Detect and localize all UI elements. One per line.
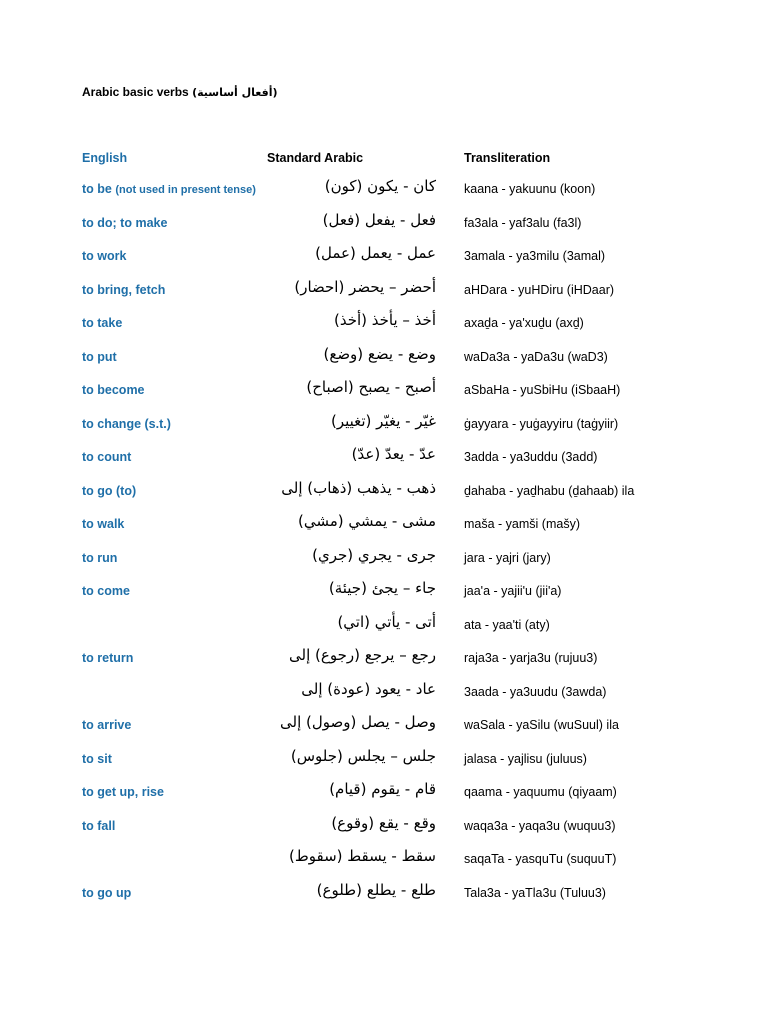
table-row [0,440,768,474]
table-row [0,206,768,240]
table-row [0,407,768,441]
table-row [0,574,768,608]
english-verb: to bring, fetch [82,282,166,297]
english-cell [82,785,164,799]
table-row [0,507,768,541]
verb-table [0,172,768,909]
transliteration-cell: jara - yajri (jary) [464,550,551,565]
title-english: Arabic basic verbs [82,85,189,99]
transliteration-cell: jaa'a - yajii'u (jii'a) [464,584,562,598]
arabic-cell: مشى - يمشي (مشي) [298,512,436,530]
english-verb: to walk [82,517,125,531]
table-row [0,172,768,206]
english-note: (not used in present tense) [115,184,256,196]
table-row [0,742,768,776]
english-verb: to go up [82,885,132,900]
english-cell [82,752,112,766]
arabic-cell: وقع - يقع (وقوع) [331,813,436,832]
arabic-cell: أحضر – يحضر (احضار) [294,277,436,296]
arabic-cell: وصل - يصل (وصول) إلى [280,713,436,731]
table-row [0,675,768,709]
table-row [0,373,768,407]
arabic-cell: قام - يقوم (قيام) [329,780,436,798]
table-row [0,708,768,742]
transliteration-cell: axaḏa - ya'xuḏu (axḏ) [464,316,584,330]
arabic-cell: وضع - يضع (وضع) [323,344,436,363]
title-arabic: (أفعال أساسية) [192,86,278,99]
english-cell [82,517,124,531]
english-verb: to fall [82,818,116,833]
arabic-cell: أصبح - يصبح (اصباح) [306,378,436,396]
english-cell [82,283,165,297]
transliteration-cell: jalasa - yajlisu (juluus) [464,751,587,766]
arabic-cell: سقط - يسقط (سقوط) [289,847,436,865]
transliteration-cell: waqa3a - yaqa3u (wuquu3) [464,818,616,833]
transliteration-cell: raja3a - yarja3u (rujuu3) [464,651,598,665]
transliteration-cell: ata - yaa'ti (aty) [464,617,550,632]
english-cell [82,718,131,732]
transliteration-cell: aHDara - yuHDiru (iHDaar) [464,282,615,297]
arabic-cell: جرى - يجري (جري) [312,545,436,564]
column-header-arabic: Standard Arabic [267,151,364,165]
table-row [0,775,768,809]
english-cell [82,350,117,364]
arabic-cell: رجع – يرجع (رجوع) إلى [289,646,436,664]
table-row [0,474,768,508]
arabic-cell: جاء – يجئ (جيئة) [328,579,436,597]
english-verb: to become [82,383,145,397]
english-cell [82,819,115,833]
english-verb: to come [82,584,130,598]
transliteration-cell: maša - yamši (mašy) [464,517,580,531]
english-verb: to sit [82,751,112,766]
english-verb: to do; to make [82,215,168,230]
english-verb: to count [82,450,132,464]
english-verb: to put [82,349,117,364]
english-cell [82,484,136,498]
transliteration-cell: saqaTa - yasquTu (suquuT) [464,852,617,866]
table-row [0,239,768,273]
table-row [0,842,768,876]
column-header-transliteration: Transliteration [464,151,551,165]
arabic-cell: ذهب - يذهب (ذهاب) إلى [281,478,436,497]
table-row [0,641,768,675]
table-row [0,541,768,575]
transliteration-cell: aSbaHa - yuSbiHu (iSbaaH) [464,383,621,397]
english-verb: to take [82,316,123,330]
english-cell [82,584,130,598]
arabic-cell: عدّ - يعدّ (عدّ) [351,445,436,463]
arabic-cell: فعل - يفعل (فعل) [322,210,436,229]
arabic-cell: طلع - يطلع (طلوع) [316,880,436,899]
english-cell [82,551,117,565]
english-cell [82,182,256,196]
arabic-cell: كان - يكون (كون) [324,177,436,195]
arabic-cell: غيّر - يغيّر (تغيير) [330,411,436,430]
transliteration-cell: ḏahaba - yaḏhabu (ḏahaab) ila [464,483,635,498]
arabic-cell: عمل - يعمل (عمل) [315,244,436,262]
arabic-cell: عاد - يعود (عودة) إلى [301,679,436,698]
english-verb: to arrive [82,718,132,732]
transliteration-cell: Tala3a - yaTla3u (Tuluu3) [464,885,606,900]
english-cell [82,216,167,230]
english-verb: to return [82,651,134,665]
english-cell [82,249,126,263]
table-row [0,273,768,307]
arabic-cell: أتى - يأتي (اتي) [337,612,436,631]
table-row [0,608,768,642]
english-verb: to be [82,182,112,196]
english-verb: to work [82,249,127,263]
transliteration-cell: 3adda - ya3uddu (3add) [464,450,598,464]
english-cell [82,417,171,431]
transliteration-cell: 3amala - ya3milu (3amal) [464,249,606,263]
english-cell [82,383,145,397]
table-row [0,809,768,843]
arabic-cell: أخذ – يأخذ (أخذ) [333,311,436,329]
english-cell [82,316,122,330]
transliteration-cell: 3aada - ya3uudu (3awda) [464,684,607,699]
english-verb: to change (s.t.) [82,416,171,431]
transliteration-cell: waSala - yaSilu (wuSuul) ila [464,718,619,732]
english-verb: to run [82,550,118,565]
transliteration-cell: ġayyara - yuġayyiru (taġyiir) [464,416,619,431]
table-row [0,876,768,910]
page-title [82,85,278,99]
table-row [0,340,768,374]
english-verb: to get up, rise [82,785,164,799]
english-verb: to go (to) [82,483,137,498]
english-cell [82,886,131,900]
column-header-english: English [82,151,128,165]
transliteration-cell: fa3ala - yaf3alu (fa3l) [464,215,582,230]
english-cell [82,450,131,464]
table-row [0,306,768,340]
english-cell [82,651,133,665]
arabic-cell: جلس – يجلس (جلوس) [290,746,436,765]
transliteration-cell: kaana - yakuunu (koon) [464,182,596,196]
transliteration-cell: waDa3a - yaDa3u (waD3) [464,349,608,364]
transliteration-cell: qaama - yaquumu (qiyaam) [464,785,617,799]
